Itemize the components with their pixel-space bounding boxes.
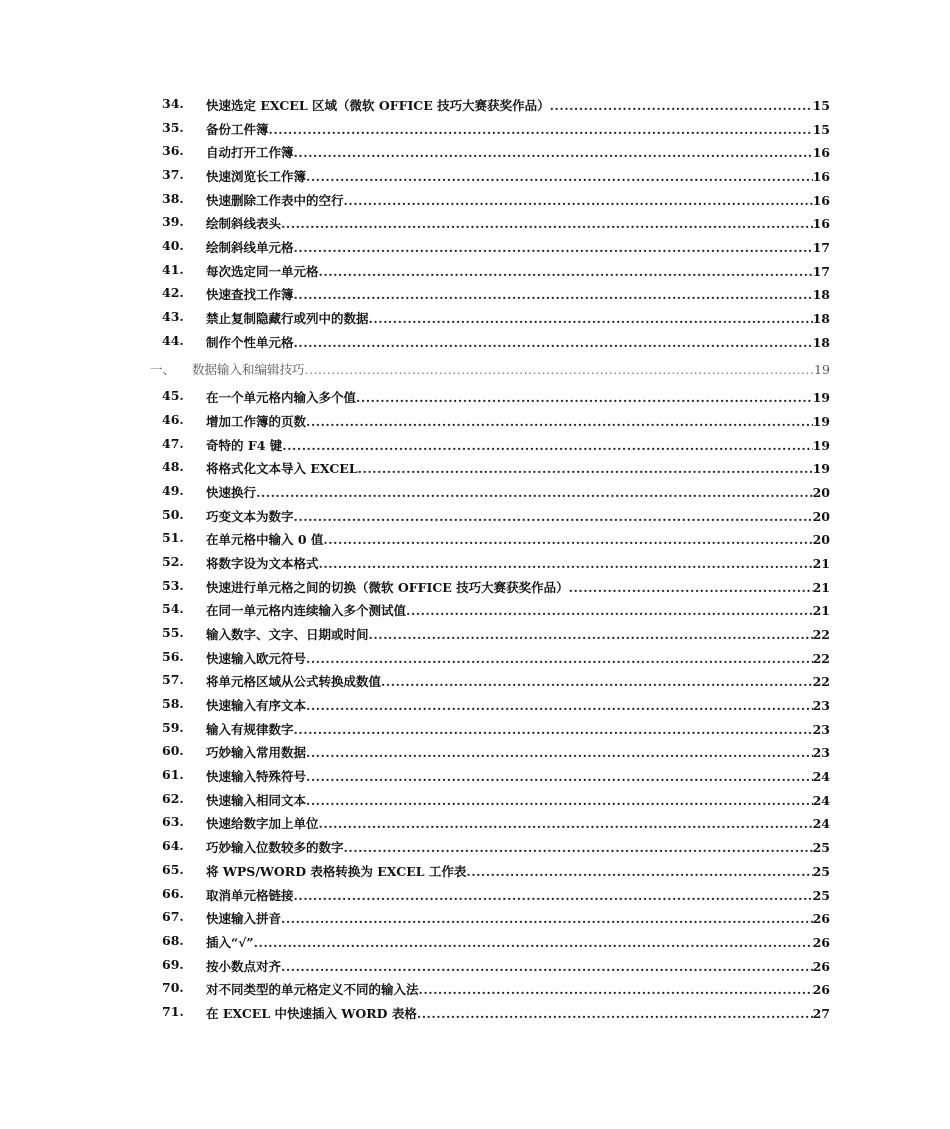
toc-entry-number: 56. [162, 648, 184, 664]
toc-entry[interactable] [0, 739, 950, 763]
toc-entry-number: 66. [162, 885, 184, 901]
toc-entry[interactable] [0, 503, 950, 527]
toc-entry[interactable] [0, 597, 950, 621]
toc-entry-page-number: 23 [812, 745, 830, 761]
toc-entry-title[interactable]: 按小数点对齐 [206, 958, 282, 974]
dot-leader [281, 959, 813, 974]
toc-entry-page-number: 23 [812, 721, 830, 737]
toc-entry-number: 60. [162, 743, 184, 759]
dot-leader [569, 580, 813, 595]
toc-entry[interactable] [0, 668, 950, 692]
toc-entry-title[interactable]: 快速换行 [206, 485, 257, 501]
toc-entry-page-number: 19 [812, 437, 830, 453]
toc-entry-number: 52. [162, 554, 184, 570]
toc-entry-number: 39. [162, 214, 184, 230]
toc-entry-title[interactable]: 自动打开工作簿 [206, 145, 294, 161]
dot-leader [550, 98, 813, 113]
toc-entry-page-number: 18 [812, 334, 830, 350]
toc-entry-page-number: 16 [812, 145, 830, 161]
toc-entry-number: 49. [162, 483, 184, 499]
toc-entry-line [206, 143, 830, 161]
dot-leader [369, 627, 813, 642]
dot-leader [344, 193, 813, 208]
toc-entry-title[interactable]: 在 EXCEL 中快速插入 WORD 表格 [206, 1005, 417, 1021]
toc-entry-line [206, 862, 830, 880]
toc-entry[interactable] [0, 716, 950, 740]
toc-entry[interactable] [0, 92, 950, 116]
toc-entry[interactable] [0, 526, 950, 550]
dot-leader [358, 461, 813, 476]
toc-entry-page-number: 21 [812, 603, 830, 619]
toc-entry-title[interactable]: 快速输入欧元符号 [206, 650, 307, 666]
dot-leader [306, 169, 813, 184]
toc-entry-title[interactable]: 巧妙输入常用数据 [206, 745, 307, 761]
toc-entry-title[interactable]: 奇特的 F4 键 [206, 437, 283, 453]
toc-entry-title[interactable]: 快速选定 EXCEL 区域（微软 OFFICE 技巧大赛获奖作品） [206, 98, 550, 113]
table-of-contents [0, 92, 950, 1024]
toc-entry-line [206, 649, 830, 667]
toc-entry-title[interactable]: 快速删除工作表中的空行 [206, 192, 344, 208]
toc-entry[interactable] [0, 810, 950, 834]
toc-entry[interactable] [0, 787, 950, 811]
toc-entry-page-number: 21 [812, 579, 830, 595]
dot-leader [294, 335, 813, 350]
dot-leader [269, 122, 813, 137]
dot-leader [256, 485, 813, 500]
toc-entry-page-number: 18 [812, 311, 830, 327]
toc-entry[interactable] [0, 929, 950, 953]
toc-section-heading[interactable] [0, 352, 950, 384]
toc-entry-line [206, 96, 830, 114]
dot-leader [306, 793, 813, 808]
toc-entry-line [206, 672, 830, 690]
toc-entry-number: 71. [162, 1003, 184, 1019]
dot-leader [344, 840, 813, 855]
toc-entry-page-number: 16 [812, 192, 830, 208]
toc-entry-line [206, 957, 830, 975]
dot-leader [294, 509, 813, 524]
toc-entry-line [206, 933, 830, 951]
toc-entry-page-number: 27 [812, 1005, 830, 1021]
dot-leader [305, 362, 815, 377]
toc-entry-line [206, 909, 830, 927]
toc-entry-page-number: 19 [812, 414, 830, 430]
toc-entry-line [206, 191, 830, 209]
toc-entry-line [206, 167, 830, 185]
toc-entry-title[interactable]: 输入有规律数字 [206, 721, 294, 737]
dot-leader [419, 982, 813, 997]
toc-entry-number: 67. [162, 909, 184, 925]
toc-entry-number: 58. [162, 696, 184, 712]
toc-entry-line [206, 530, 830, 548]
dot-leader [466, 864, 812, 879]
toc-entry-title[interactable]: 在单元格中输入 0 值 [206, 532, 324, 548]
toc-entry-number: 47. [162, 435, 184, 451]
toc-entry-number: 44. [162, 332, 184, 348]
toc-entry-number: 59. [162, 719, 184, 735]
toc-entry-page-number: 26 [812, 958, 830, 974]
toc-entry-line [206, 412, 830, 430]
toc-entry-line [206, 980, 830, 998]
dot-leader [306, 698, 813, 713]
toc-entry[interactable] [0, 384, 950, 408]
toc-entry-line [206, 459, 830, 477]
toc-entry-title[interactable]: 将格式化文本导入 EXCEL [206, 461, 358, 477]
toc-entry[interactable] [0, 882, 950, 906]
toc-entry-page-number: 16 [812, 169, 830, 185]
toc-entry-number: 48. [162, 459, 184, 475]
toc-entry-page-number: 24 [812, 792, 830, 808]
toc-entry-number: 65. [162, 861, 184, 877]
toc-entry-number: 61. [162, 767, 184, 783]
toc-entry-line [206, 214, 830, 232]
toc-entry-title[interactable]: 将单元格区域从公式转换成数值 [206, 674, 382, 690]
toc-entry-page-number: 26 [812, 911, 830, 927]
toc-entry-title[interactable]: 快速查找工作簿 [206, 287, 294, 303]
toc-entry-line [206, 696, 830, 714]
toc-entry-page-number: 18 [812, 287, 830, 303]
toc-entry[interactable] [0, 234, 950, 258]
toc-entry-line [206, 333, 830, 351]
toc-entry[interactable] [0, 550, 950, 574]
dot-leader [306, 651, 813, 666]
toc-entry-line [206, 767, 830, 785]
dot-leader [306, 414, 813, 429]
dot-leader [319, 816, 813, 831]
toc-entry-number: 62. [162, 790, 184, 806]
toc-entry-page-number: 22 [812, 627, 830, 643]
toc-entry-title[interactable]: 将数字设为文本格式 [206, 556, 319, 572]
toc-entry-line [206, 1004, 830, 1022]
toc-entry-number: 46. [162, 412, 184, 428]
toc-entry-title[interactable]: 禁止复制隐藏行或列中的数据 [206, 311, 369, 327]
toc-entry[interactable] [0, 858, 950, 882]
toc-entry-page-number: 21 [812, 556, 830, 572]
toc-entry-number: 37. [162, 167, 184, 183]
toc-entry-line [206, 436, 830, 454]
dot-leader [319, 264, 813, 279]
toc-entry-number: 35. [162, 119, 184, 135]
toc-entry-title[interactable]: 快速浏览长工作簿 [206, 169, 307, 185]
toc-entry-title[interactable]: 快速输入相同文本 [206, 792, 307, 808]
toc-entry[interactable] [0, 281, 950, 305]
toc-entry-page-number: 17 [812, 263, 830, 279]
toc-entry[interactable] [0, 905, 950, 929]
toc-entry-line [206, 554, 830, 572]
toc-entry-page-number: 19 [812, 461, 830, 477]
toc-entry[interactable] [0, 116, 950, 140]
toc-entry-title[interactable]: 快速进行单元格之间的切换（微软 OFFICE 技巧大赛获奖作品） [206, 579, 569, 595]
toc-entry-number: 70. [162, 980, 184, 996]
dot-leader [356, 390, 813, 405]
toc-entry[interactable] [0, 305, 950, 329]
toc-entry[interactable] [0, 258, 950, 282]
toc-entry[interactable] [0, 834, 950, 858]
toc-entry-line [206, 285, 830, 303]
toc-entry-page-number: 22 [812, 650, 830, 666]
toc-entry[interactable] [0, 763, 950, 787]
toc-entry[interactable] [0, 329, 950, 353]
toc-entry-number: 55. [162, 625, 184, 641]
toc-entry-title[interactable]: 备份工件簿 [206, 121, 269, 137]
dot-leader [294, 287, 813, 302]
toc-entry-number: 36. [162, 143, 184, 159]
toc-entry[interactable] [0, 408, 950, 432]
toc-entry-title[interactable]: 绘制斜线单元格 [206, 240, 294, 256]
dot-leader [294, 888, 813, 903]
toc-entry-page-number: 25 [812, 840, 830, 856]
toc-entry-page-number: 26 [812, 982, 830, 998]
toc-entry-page-number: 22 [812, 674, 830, 690]
toc-entry-page-number: 16 [812, 216, 830, 232]
toc-entry-number: 69. [162, 956, 184, 972]
toc-entry-line [206, 388, 830, 406]
toc-entry-title[interactable]: 每次选定同一单元格 [206, 263, 319, 279]
toc-entry-number: 一、 [150, 362, 176, 378]
toc-entry-line [206, 720, 830, 738]
toc-entry-title[interactable]: 快速给数字加上单位 [206, 816, 319, 832]
dot-leader [294, 145, 813, 160]
dot-leader [281, 216, 813, 231]
toc-entry-line [206, 483, 830, 501]
toc-entry-page-number: 15 [812, 98, 830, 113]
dot-leader [281, 911, 813, 926]
toc-entry-title[interactable]: 在同一单元格内连续输入多个测试值 [206, 603, 407, 619]
toc-entry-line [206, 838, 830, 856]
toc-entry-number: 38. [162, 190, 184, 206]
toc-entry-page-number: 25 [812, 863, 830, 879]
toc-entry-page-number: 15 [812, 121, 830, 137]
toc-entry-title[interactable]: 巧变文本为数字 [206, 508, 294, 524]
toc-entry-line [206, 238, 830, 256]
toc-entry-page-number: 20 [812, 508, 830, 524]
toc-entry-number: 53. [162, 577, 184, 593]
toc-entry-title[interactable]: 快速输入特殊符号 [206, 769, 307, 785]
toc-entry-page-number: 19 [812, 390, 830, 406]
toc-entry-number: 63. [162, 814, 184, 830]
toc-entry[interactable] [0, 479, 950, 503]
toc-entry[interactable] [0, 976, 950, 1000]
toc-entry-title[interactable]: 制作个性单元格 [206, 334, 294, 350]
toc-entry-title[interactable]: 在一个单元格内输入多个值 [206, 390, 357, 406]
toc-entry-page-number: 24 [812, 816, 830, 832]
toc-entry-number: 68. [162, 932, 184, 948]
toc-entry[interactable] [0, 621, 950, 645]
dot-leader [406, 603, 813, 618]
toc-entry-line [206, 262, 830, 280]
toc-entry-title[interactable]: 取消单元格链接 [206, 887, 294, 903]
toc-entry-title[interactable]: 将 WPS/WORD 表格转换为 EXCEL 工作表 [206, 863, 467, 879]
toc-entry-line [192, 360, 830, 378]
toc-entry-title[interactable]: 快速输入有序文本 [206, 698, 307, 714]
toc-entry[interactable] [0, 187, 950, 211]
toc-entry-title[interactable]: 插入“√” [206, 934, 254, 950]
toc-entry[interactable] [0, 574, 950, 598]
toc-entry-line [206, 886, 830, 904]
toc-entry-page-number: 17 [812, 240, 830, 256]
toc-entry-number: 50. [162, 506, 184, 522]
toc-entry[interactable] [0, 455, 950, 479]
toc-entry-number: 51. [162, 530, 184, 546]
toc-entry-number: 34. [162, 96, 184, 111]
dot-leader [381, 674, 813, 689]
toc-entry-line [206, 791, 830, 809]
toc-entry-title[interactable]: 增加工作簿的页数 [206, 414, 307, 430]
dot-leader [417, 1006, 813, 1021]
dot-leader [282, 438, 812, 453]
toc-entry-title[interactable]: 对不同类型的单元格定义不同的输入法 [206, 982, 419, 998]
dot-leader [294, 722, 813, 737]
toc-entry-line [206, 507, 830, 525]
toc-entry-line [206, 743, 830, 761]
toc-entry-page-number: 26 [812, 934, 830, 950]
toc-entry-page-number: 19 [814, 362, 830, 378]
toc-entry-page-number: 23 [812, 698, 830, 714]
toc-entry[interactable] [0, 692, 950, 716]
dot-leader [306, 745, 813, 760]
toc-entry[interactable] [0, 163, 950, 187]
toc-entry-number: 64. [162, 838, 184, 854]
toc-entry-line [206, 578, 830, 596]
toc-entry-page-number: 25 [812, 887, 830, 903]
dot-leader [306, 769, 813, 784]
toc-entry-title[interactable]: 输入数字、文字、日期或时间 [206, 627, 369, 643]
toc-entry-number: 41. [162, 261, 184, 277]
toc-entry-title[interactable]: 巧妙输入位数较多的数字 [206, 840, 344, 856]
toc-entry[interactable] [0, 1000, 950, 1024]
dot-leader [254, 935, 813, 950]
toc-entry[interactable] [0, 139, 950, 163]
toc-entry-page-number: 24 [812, 769, 830, 785]
toc-entry-number: 45. [162, 388, 184, 404]
toc-entry-number: 42. [162, 285, 184, 301]
dot-leader [294, 240, 813, 255]
toc-entry-title[interactable]: 绘制斜线表头 [206, 216, 282, 232]
toc-entry-line [206, 309, 830, 327]
toc-entry-number: 43. [162, 309, 184, 325]
toc-entry-title[interactable]: 数据输入和编辑技巧 [192, 362, 305, 378]
toc-entry-line [206, 120, 830, 138]
dot-leader [369, 311, 813, 326]
toc-entry-title[interactable]: 快速输入拼音 [206, 911, 282, 927]
toc-entry-number: 40. [162, 238, 184, 254]
toc-entry-number: 54. [162, 601, 184, 617]
toc-entry[interactable] [0, 210, 950, 234]
toc-entry-page-number: 20 [812, 485, 830, 501]
toc-entry-page-number: 20 [812, 532, 830, 548]
toc-entry[interactable] [0, 645, 950, 669]
toc-entry[interactable] [0, 953, 950, 977]
toc-entry[interactable] [0, 432, 950, 456]
toc-entry-line [206, 601, 830, 619]
dot-leader [319, 556, 813, 571]
toc-entry-line [206, 625, 830, 643]
dot-leader [323, 532, 812, 547]
toc-entry-line [206, 814, 830, 832]
toc-entry-number: 57. [162, 672, 184, 688]
